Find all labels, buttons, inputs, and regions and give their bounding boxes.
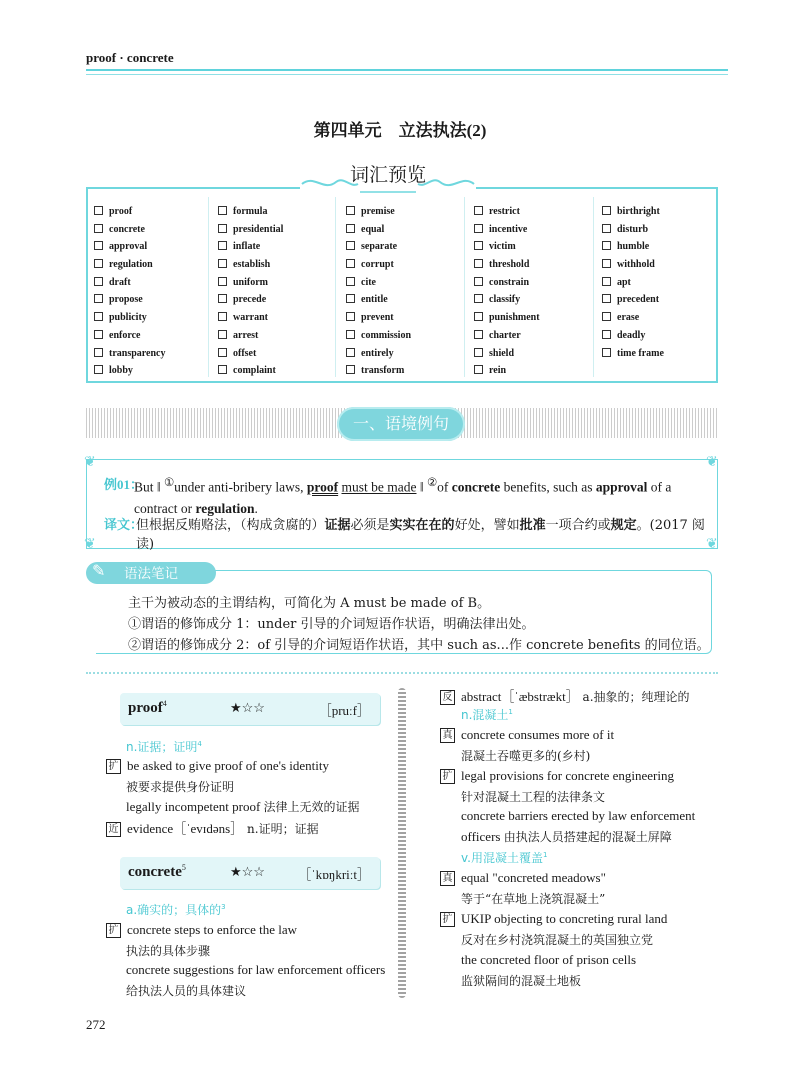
- vocab-item[interactable]: deadly: [602, 327, 664, 345]
- synonym-tag-icon: 近: [106, 822, 121, 837]
- checkbox-icon: [474, 330, 483, 339]
- example-line: legally incompetent proof 法律上无效的证据: [126, 799, 360, 814]
- real-exam-tag-icon: 真: [440, 871, 455, 886]
- vocab-item[interactable]: disturb: [602, 221, 664, 239]
- vocab-item[interactable]: separate: [346, 238, 411, 256]
- example-translation: 等于“在草地上浇筑混凝土”: [461, 892, 606, 906]
- vocab-item[interactable]: victim: [474, 238, 540, 256]
- checkbox-icon: [218, 241, 227, 250]
- corner-ornament-icon: ❦: [706, 455, 718, 470]
- translation-text: 但根据反贿赂法，（构成贪腐的）证据必须是实实在在的好处，譬如批准一项合约或规定。(2017 阅读): [136, 518, 705, 552]
- checkbox-icon: [218, 348, 227, 357]
- checkbox-icon: [218, 294, 227, 303]
- antonym-tag-icon: 反: [440, 690, 455, 705]
- checkbox-icon: [602, 277, 611, 286]
- checkbox-icon: [94, 277, 103, 286]
- header-rule: [86, 69, 728, 71]
- vocab-item[interactable]: commission: [346, 327, 411, 345]
- checkbox-icon: [602, 259, 611, 268]
- example-line: concrete suggestions for law enforcement officers: [126, 962, 386, 977]
- checkbox-icon: [346, 365, 355, 374]
- vocab-item[interactable]: entitle: [346, 291, 411, 309]
- example-line: 扩 concrete steps to enforce the law: [106, 922, 297, 938]
- grammar-label: 语法笔记: [124, 566, 178, 582]
- example-line: concrete barriers erected by law enforcement: [461, 808, 696, 823]
- checkbox-icon: [602, 294, 611, 303]
- vocab-item[interactable]: prevent: [346, 309, 411, 327]
- vocab-item[interactable]: establish: [218, 256, 283, 274]
- entry-header-concrete: [120, 857, 380, 889]
- checkbox-icon: [346, 348, 355, 357]
- example-sentence: But ‖ ①under anti-bribery laws, proof must be made ‖ ②of concrete benefits, such as approval of a contract or regulation.: [134, 477, 672, 516]
- example-line: 扩 legal provisions for concrete engineering: [440, 768, 674, 784]
- column-divider: [398, 688, 406, 998]
- vocab-column-5: [602, 203, 664, 362]
- vocab-item[interactable]: birthright: [602, 203, 664, 221]
- checkbox-icon: [218, 259, 227, 268]
- example-translation: 混凝土吞噬更多的(乡村): [461, 749, 591, 763]
- example-translation: 针对混凝土工程的法律条文: [461, 790, 606, 804]
- checkbox-icon: [94, 241, 103, 250]
- vocab-title-ornament: [300, 158, 476, 196]
- vocab-item[interactable]: cite: [346, 274, 411, 292]
- checkbox-icon: [602, 330, 611, 339]
- grammar-line: ②谓语的修饰成分 2：of 引导的介词短语作状语，其中 such as...作 concrete benefits 的同位语。: [128, 638, 710, 653]
- vocab-item[interactable]: shield: [474, 345, 540, 363]
- checkbox-icon: [474, 294, 483, 303]
- real-exam-line: 真 equal "concreted meadows": [440, 870, 606, 886]
- example-translation: 反对在乡村浇筑混凝土的英国独立党: [461, 933, 654, 947]
- dotted-divider: [86, 672, 718, 674]
- extend-tag-icon: 扩: [440, 912, 455, 927]
- vocab-item[interactable]: complaint: [218, 362, 283, 380]
- grammar-line: ①谓语的修饰成分 1：under 引导的介词短语作状语，明确法律出处。: [128, 617, 535, 632]
- checkbox-icon: [346, 241, 355, 250]
- checkbox-icon: [602, 348, 611, 357]
- vocab-item[interactable]: regulation: [94, 256, 165, 274]
- vocab-item[interactable]: enforce: [94, 327, 165, 345]
- part-of-speech: n.证据；证明$^4$: [126, 740, 202, 754]
- vocab-column-divider: [464, 197, 465, 377]
- vocab-item[interactable]: precedent: [602, 291, 664, 309]
- vocab-item[interactable]: entirely: [346, 345, 411, 363]
- checkbox-icon: [94, 206, 103, 215]
- vocab-item[interactable]: transparency: [94, 345, 165, 363]
- checkbox-icon: [94, 294, 103, 303]
- checkbox-icon: [474, 277, 483, 286]
- vocab-item[interactable]: restrict: [474, 203, 540, 221]
- checkbox-icon: [218, 277, 227, 286]
- vocab-column-1: [94, 203, 165, 380]
- vocab-column-divider: [208, 197, 209, 377]
- pen-icon: ✎: [92, 563, 106, 580]
- vocab-item[interactable]: concrete: [94, 221, 165, 239]
- vocab-item[interactable]: proof: [94, 203, 165, 221]
- entry-word: proof$^4$: [128, 699, 167, 716]
- checkbox-icon: [474, 312, 483, 321]
- vocab-item[interactable]: apt: [602, 274, 664, 292]
- vocab-box: [86, 187, 718, 383]
- vocab-item[interactable]: draft: [94, 274, 165, 292]
- example-line: 扩 UKIP objecting to concreting rural land: [440, 911, 667, 927]
- vocab-item[interactable]: threshold: [474, 256, 540, 274]
- vocab-item[interactable]: charter: [474, 327, 540, 345]
- vocab-item[interactable]: arrest: [218, 327, 283, 345]
- header-rule-thin: [86, 74, 728, 75]
- checkbox-icon: [474, 241, 483, 250]
- vocab-item[interactable]: formula: [218, 203, 283, 221]
- vocab-column-divider: [593, 197, 594, 377]
- part-of-speech: a.确实的；具体的$^3$: [126, 903, 226, 917]
- checkbox-icon: [474, 206, 483, 215]
- checkbox-icon: [218, 224, 227, 233]
- checkbox-icon: [218, 312, 227, 321]
- checkbox-icon: [602, 312, 611, 321]
- vocab-column-4: [474, 203, 540, 380]
- example-translation: 被要求提供身份证明: [126, 780, 235, 794]
- checkbox-icon: [346, 330, 355, 339]
- vocab-item[interactable]: publicity: [94, 309, 165, 327]
- real-exam-tag-icon: 真: [440, 728, 455, 743]
- checkbox-icon: [218, 330, 227, 339]
- vocab-item[interactable]: withhold: [602, 256, 664, 274]
- checkbox-icon: [346, 206, 355, 215]
- vocab-item[interactable]: equal: [346, 221, 411, 239]
- checkbox-icon: [346, 294, 355, 303]
- example-translation: 给执法人员的具体建议: [126, 984, 247, 998]
- checkbox-icon: [474, 259, 483, 268]
- vocab-item[interactable]: warrant: [218, 309, 283, 327]
- checkbox-icon: [474, 224, 483, 233]
- synonym-line: 近 evidence［ˈevɪdəns］ n.证明；证据: [106, 818, 319, 837]
- page-number: 272: [86, 1017, 106, 1032]
- part-of-speech: v.用混凝土覆盖$^1$: [461, 851, 548, 865]
- checkbox-icon: [94, 330, 103, 339]
- corner-ornament-icon: ❦: [706, 537, 718, 552]
- vocab-item[interactable]: presidential: [218, 221, 283, 239]
- corner-ornament-icon: ❦: [84, 455, 96, 470]
- checkbox-icon: [94, 312, 103, 321]
- vocab-item[interactable]: propose: [94, 291, 165, 309]
- checkbox-icon: [474, 365, 483, 374]
- vocab-item[interactable]: uniform: [218, 274, 283, 292]
- checkbox-icon: [346, 259, 355, 268]
- checkbox-icon: [602, 206, 611, 215]
- checkbox-icon: [94, 348, 103, 357]
- unit-title: 第四单元 立法执法(2): [313, 121, 487, 140]
- entry-header-proof: [120, 693, 380, 725]
- vocab-item[interactable]: transform: [346, 362, 411, 380]
- checkbox-icon: [602, 241, 611, 250]
- antonym-line: 反 abstract［ˈæbstrækt］ a.抽象的；纯理论的: [440, 686, 690, 705]
- vocab-item[interactable]: punishment: [474, 309, 540, 327]
- real-exam-line: 真 concrete consumes more of it: [440, 727, 614, 743]
- part-of-speech: n.混凝土$^1$: [461, 708, 513, 722]
- star-rating: ★☆☆: [230, 700, 265, 715]
- vocab-item[interactable]: incentive: [474, 221, 540, 239]
- vocab-column-2: [218, 203, 283, 380]
- grammar-line: 主干为被动态的主谓结构，可简化为 A must be made of B。: [128, 596, 491, 611]
- checkbox-icon: [346, 224, 355, 233]
- vocab-item[interactable]: constrain: [474, 274, 540, 292]
- example-translation: 执法的具体步骤: [126, 944, 211, 958]
- vocab-item[interactable]: erase: [602, 309, 664, 327]
- checkbox-icon: [94, 224, 103, 233]
- checkbox-icon: [474, 348, 483, 357]
- vocab-item[interactable]: corrupt: [346, 256, 411, 274]
- checkbox-icon: [94, 365, 103, 374]
- vocab-item[interactable]: time frame: [602, 345, 664, 363]
- checkbox-icon: [346, 312, 355, 321]
- vocab-title: 词汇预览: [349, 165, 426, 186]
- vocab-item[interactable]: offset: [218, 345, 283, 363]
- vocab-item[interactable]: lobby: [94, 362, 165, 380]
- pronunciation: ［ˈkɒŋkriːt］: [298, 867, 370, 882]
- example-line: officers 由执法人员搭建起的混凝土屏障: [461, 829, 672, 844]
- vocab-item[interactable]: classify: [474, 291, 540, 309]
- example-line: the concreted floor of prison cells: [461, 952, 637, 967]
- checkbox-icon: [602, 224, 611, 233]
- extend-tag-icon: 扩: [106, 923, 121, 938]
- translation-label: 译文：: [104, 517, 144, 532]
- vocab-item[interactable]: approval: [94, 238, 165, 256]
- vocab-item[interactable]: humble: [602, 238, 664, 256]
- extend-tag-icon: 扩: [440, 769, 455, 784]
- example-line: 扩 be asked to give proof of one's identity: [106, 758, 329, 774]
- extend-tag-icon: 扩: [106, 759, 121, 774]
- example-translation: 监狱隔间的混凝土地板: [461, 974, 582, 988]
- example-label: 例01：: [104, 477, 144, 492]
- vocab-item[interactable]: rein: [474, 362, 540, 380]
- corner-ornament-icon: ❦: [84, 537, 96, 552]
- vocab-item[interactable]: inflate: [218, 238, 283, 256]
- vocab-column-divider: [335, 197, 336, 377]
- star-rating: ★☆☆: [230, 864, 265, 879]
- checkbox-icon: [94, 259, 103, 268]
- vocab-item[interactable]: premise: [346, 203, 411, 221]
- vocab-column-3: [346, 203, 411, 380]
- section-label: 一、语境例句: [337, 407, 465, 441]
- checkbox-icon: [346, 277, 355, 286]
- checkbox-icon: [218, 206, 227, 215]
- pronunciation: ［pruːf］: [318, 703, 370, 718]
- running-head: proof · concrete: [86, 50, 174, 65]
- entry-word: concrete$^5$: [128, 863, 186, 880]
- checkbox-icon: [218, 365, 227, 374]
- vocab-item[interactable]: precede: [218, 291, 283, 309]
